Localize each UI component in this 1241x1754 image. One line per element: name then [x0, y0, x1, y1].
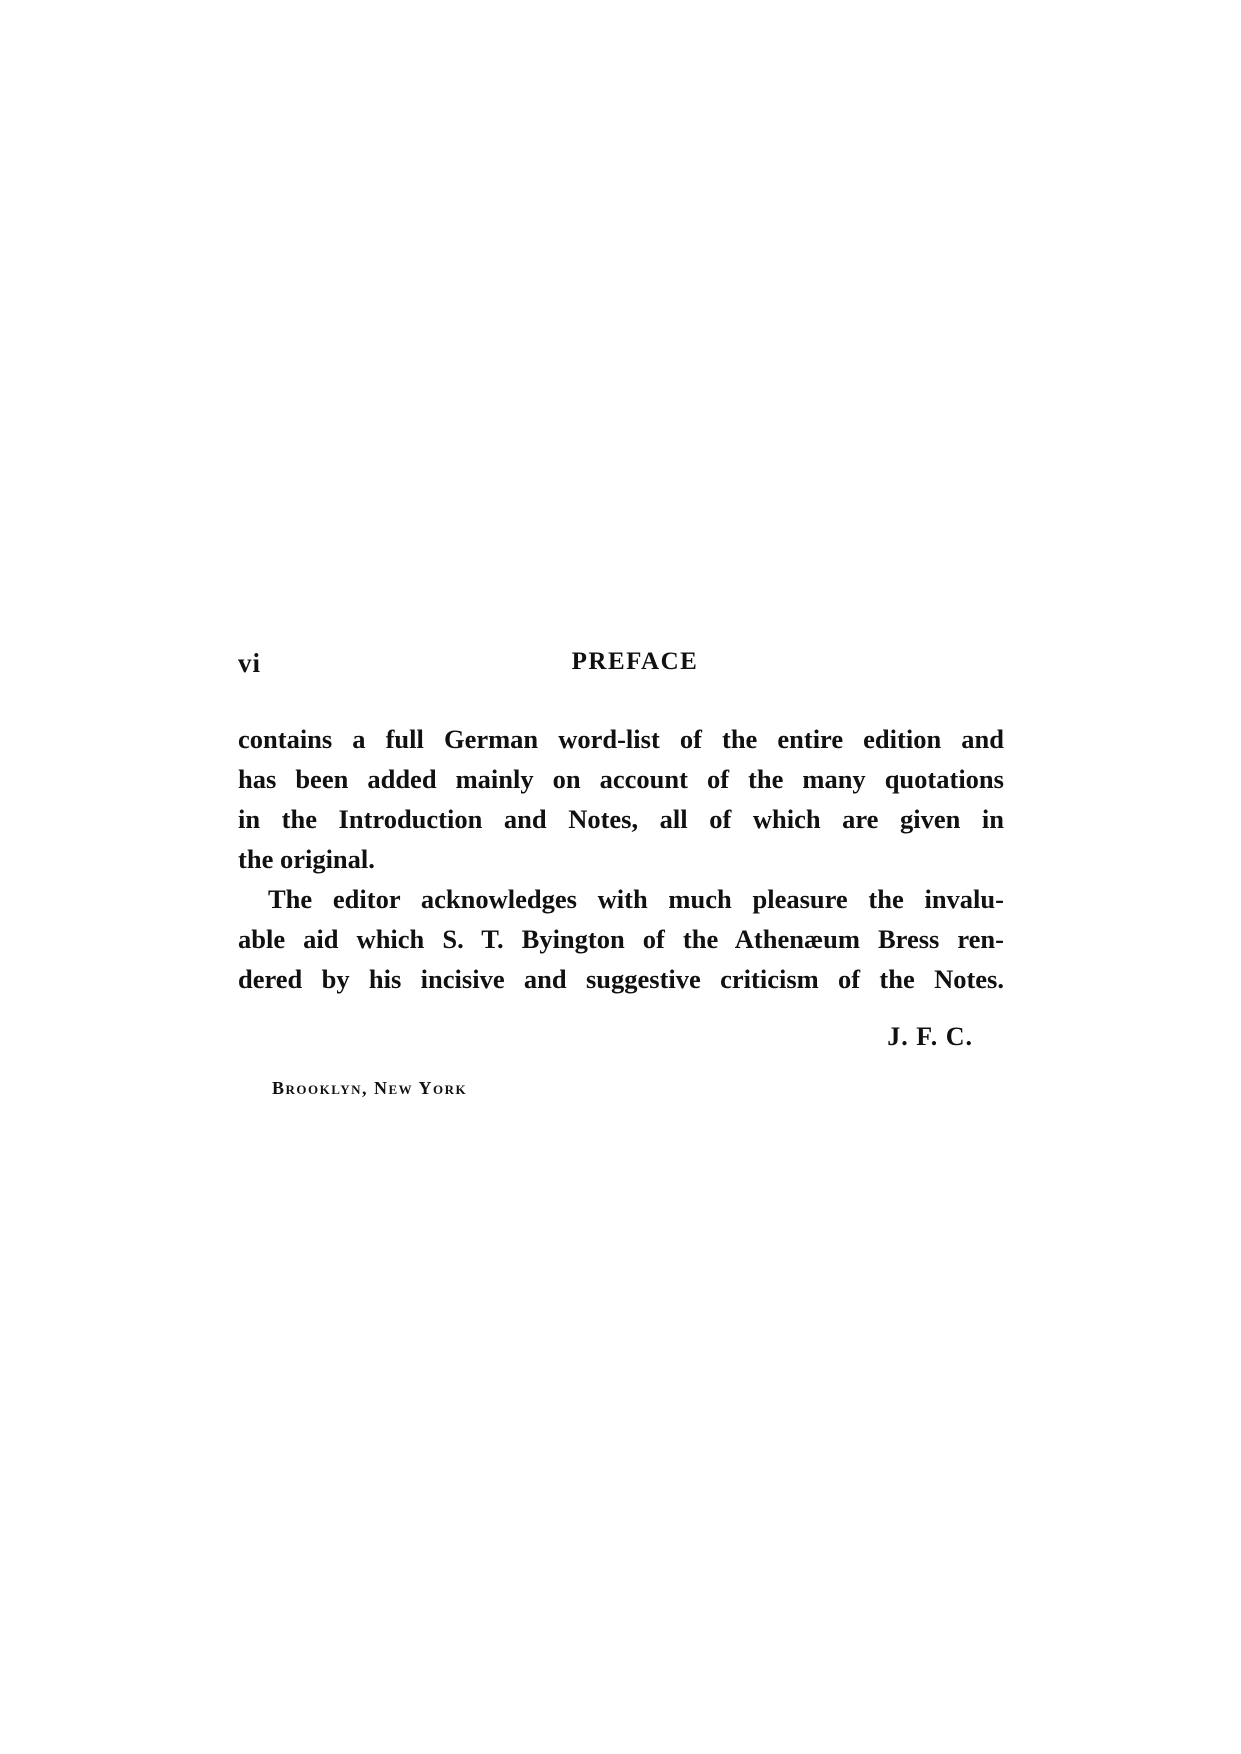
place-line: Brooklyn, New York: [272, 1078, 468, 1098]
text-line: in the Introduction and Notes, all of which are given in: [238, 804, 1004, 834]
paragraph: [238, 879, 1004, 999]
page-number: vi: [238, 648, 262, 678]
text-line: dered by his incisive and suggestive criticism of the Notes.: [238, 964, 1004, 994]
paragraph: [238, 719, 1004, 879]
preface-body: [238, 719, 1004, 999]
text-line: has been added mainly on account of the many quotations: [238, 764, 1004, 794]
signature-initials: J. F. C.: [887, 1022, 973, 1051]
text-line: able aid which S. T. Byington of the Athenæum Bress ren-: [238, 924, 1004, 954]
text-line: The editor acknowledges with much pleasure the invalu-: [268, 884, 1004, 914]
running-head: PREFACE: [571, 648, 699, 675]
page-header: [238, 648, 1004, 688]
text-line: contains a full German word-list of the entire edition and: [238, 724, 1004, 754]
text-line: the original.: [238, 844, 375, 874]
